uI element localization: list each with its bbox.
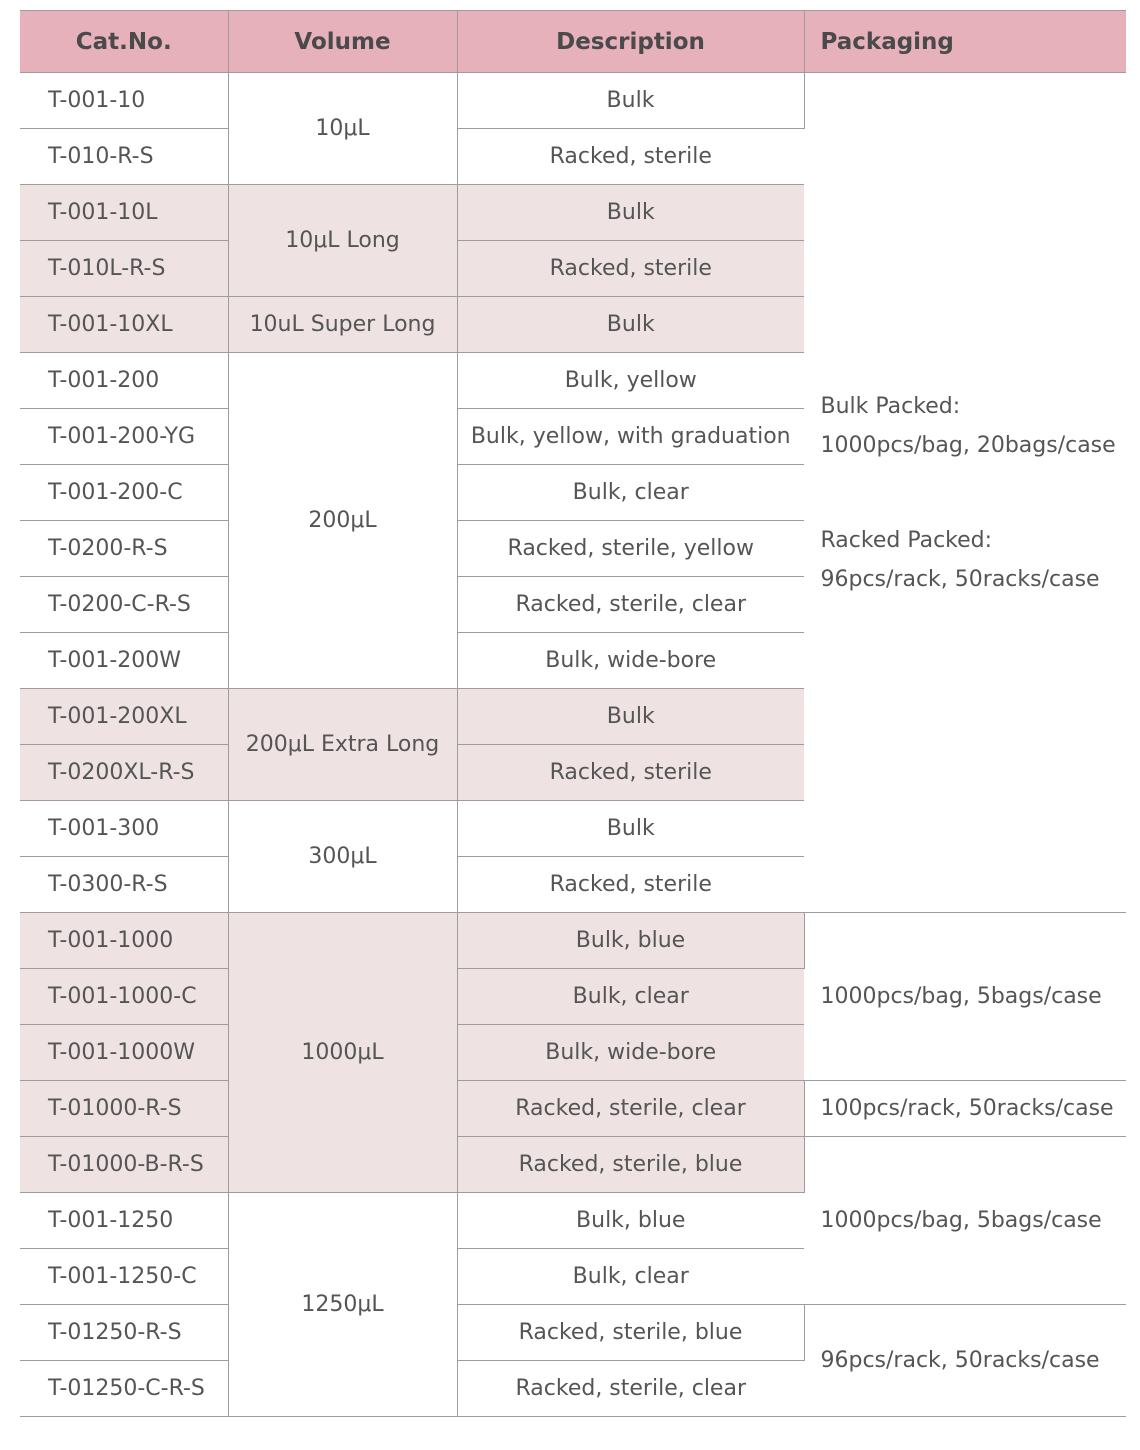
description-cell: Racked, sterile, blue	[457, 1137, 804, 1193]
cat-no-cell: T-010-R-S	[20, 129, 228, 185]
description-cell: Racked, sterile, clear	[457, 1361, 804, 1417]
cat-no-cell: T-001-200W	[20, 633, 228, 689]
description-cell: Bulk, yellow	[457, 353, 804, 409]
packaging-cell-1000-rack: 100pcs/rack, 50racks/case	[804, 1081, 1126, 1137]
description-cell: Racked, sterile	[457, 241, 804, 297]
cat-no-cell: T-010L-R-S	[20, 241, 228, 297]
cat-no-cell: T-001-1250-C	[20, 1249, 228, 1305]
table-row	[20, 1081, 1126, 1137]
product-spec-table	[20, 10, 1126, 1417]
racked-packed-label: Racked Packed:	[820, 527, 993, 553]
description-cell: Bulk, clear	[457, 969, 804, 1025]
description-cell: Bulk	[457, 801, 804, 857]
description-cell: Bulk, blue	[457, 1193, 804, 1249]
cat-no-cell: T-001-300	[20, 801, 228, 857]
description-cell: Bulk, yellow, with graduation	[457, 409, 804, 465]
cat-no-cell: T-001-10	[20, 73, 228, 129]
packaging-cell-1250-bag: 1000pcs/bag, 5bags/case	[804, 1137, 1126, 1305]
volume-cell: 1000μL	[228, 913, 457, 1193]
description-cell: Bulk, clear	[457, 465, 804, 521]
cat-no-cell: T-001-10L	[20, 185, 228, 241]
cat-no-cell: T-001-200	[20, 353, 228, 409]
description-cell: Racked, sterile, yellow	[457, 521, 804, 577]
volume-cell: 1250μL	[228, 1193, 457, 1417]
description-cell: Bulk, blue	[457, 913, 804, 969]
description-cell: Bulk	[457, 297, 804, 353]
description-cell: Bulk	[457, 689, 804, 745]
cat-no-cell: T-0300-R-S	[20, 857, 228, 913]
description-cell: Bulk, wide-bore	[457, 1025, 804, 1081]
cat-no-cell: T-001-1000-C	[20, 969, 228, 1025]
packaging-cell-general	[804, 73, 1126, 913]
description-cell: Racked, sterile	[457, 857, 804, 913]
bulk-packed-label: Bulk Packed:	[820, 393, 961, 419]
description-cell: Bulk	[457, 73, 804, 129]
racked-packed-detail: 96pcs/rack, 50racks/case	[820, 566, 1100, 592]
cat-no-cell: T-001-1000	[20, 913, 228, 969]
header-packaging: Packaging	[804, 11, 1126, 73]
table-row	[20, 913, 1126, 969]
product-table-container	[20, 10, 1126, 1417]
table-row	[20, 1137, 1126, 1193]
cat-no-cell: T-001-200-C	[20, 465, 228, 521]
cat-no-cell: T-01000-B-R-S	[20, 1137, 228, 1193]
cat-no-cell: T-001-200XL	[20, 689, 228, 745]
bulk-packed-detail: 1000pcs/bag, 20bags/case	[820, 432, 1116, 458]
volume-cell: 200μL	[228, 353, 457, 689]
table-row	[20, 73, 1126, 129]
description-cell: Bulk, clear	[457, 1249, 804, 1305]
cat-no-cell: T-001-200-YG	[20, 409, 228, 465]
volume-cell: 10μL Long	[228, 185, 457, 297]
volume-cell: 10uL Super Long	[228, 297, 457, 353]
table-row	[20, 1305, 1126, 1361]
description-cell: Bulk	[457, 185, 804, 241]
cat-no-cell: T-01250-R-S	[20, 1305, 228, 1361]
cat-no-cell: T-0200-C-R-S	[20, 577, 228, 633]
header-description: Description	[457, 11, 804, 73]
description-cell: Racked, sterile, clear	[457, 577, 804, 633]
packaging-cell-1250-rack: 96pcs/rack, 50racks/case	[804, 1305, 1126, 1417]
header-volume: Volume	[228, 11, 457, 73]
description-cell: Racked, sterile	[457, 129, 804, 185]
description-cell: Bulk, wide-bore	[457, 633, 804, 689]
volume-cell: 200μL Extra Long	[228, 689, 457, 801]
cat-no-cell: T-0200-R-S	[20, 521, 228, 577]
header-cat-no: Cat.No.	[20, 11, 228, 73]
cat-no-cell: T-01000-R-S	[20, 1081, 228, 1137]
table-header-row	[20, 11, 1126, 73]
description-cell: Racked, sterile, blue	[457, 1305, 804, 1361]
cat-no-cell: T-01250-C-R-S	[20, 1361, 228, 1417]
cat-no-cell: T-0200XL-R-S	[20, 745, 228, 801]
cat-no-cell: T-001-1000W	[20, 1025, 228, 1081]
packaging-cell-1000-bag: 1000pcs/bag, 5bags/case	[804, 913, 1126, 1081]
volume-cell: 300μL	[228, 801, 457, 913]
volume-cell: 10μL	[228, 73, 457, 185]
description-cell: Racked, sterile	[457, 745, 804, 801]
description-cell: Racked, sterile, clear	[457, 1081, 804, 1137]
cat-no-cell: T-001-1250	[20, 1193, 228, 1249]
cat-no-cell: T-001-10XL	[20, 297, 228, 353]
